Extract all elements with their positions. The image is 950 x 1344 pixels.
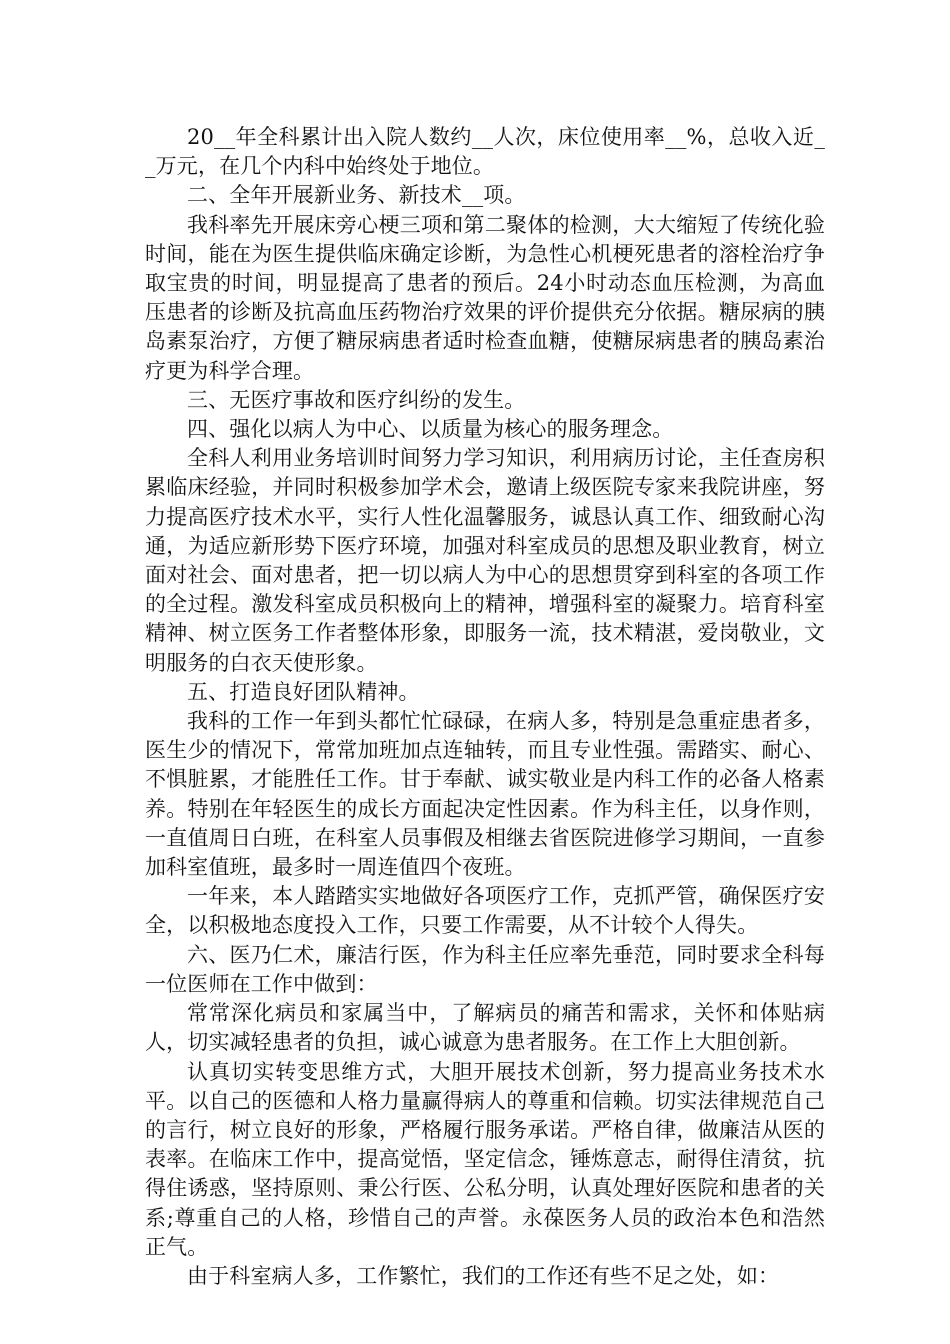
section-heading: 三、无医疗事故和医疗纠纷的发生。 — [187, 387, 526, 412]
section-heading: 四、强化以病人为中心、以质量为核心的服务理念。 — [187, 417, 674, 442]
paragraph: 由于科室病人多，工作繁忙，我们的工作还有些不足之处，如： — [187, 1263, 780, 1288]
document-page — [145, 123, 825, 1291]
paragraph: 常常深化病员和家属当中，了解病员的痛苦和需求，关怀和体贴病人，切实减轻患者的负担，诚心诚意为患者服务。在工作上大胆创新。 — [145, 1001, 825, 1055]
paragraph: 20__年全科累计出入院人数约__人次，床位使用率__%，总收入近__万元，在几个内科中始终处于地位。 — [145, 125, 825, 179]
paragraph: 一年来，本人踏踏实实地做好各项医疗工作，克抓严管，确保医疗安全，以积极地态度投入工作，只要工作需要，从不计较个人得失。 — [145, 884, 825, 938]
paragraph: 认真切实转变思维方式，大胆开展技术创新，努力提高业务技术水平。以自己的医德和人格力量赢得病人的尊重和信赖。切实法律规范自己的言行，树立良好的形象，严格履行服务承诺。严格自律，做廉洁从医的表率。在临床工作中，提高觉悟，坚定信念，锤炼意志，耐得住清贫，抗得住诱惑，坚持原则、秉公行医、公私分明，认真处理好医院和患者的关系;尊重自己的人格，珍惜自己的声誉。永葆医务人员的政治本色和浩然正气。 — [145, 1059, 825, 1259]
paragraph: 我科率先开展床旁心梗三项和第二聚体的检测，大大缩短了传统化验时间，能在为医生提供临床确定诊断，为急性心机梗死患者的溶栓治疗争取宝贵的时间，明显提高了患者的预后。24小时动态血压检测，为高血压患者的诊断及抗高血压药物治疗效果的评价提供充分依据。糖尿病的胰岛素泵治疗，方便了糖尿病患者适时检查血糖，使糖尿病患者的胰岛素治疗更为科学合理。 — [145, 212, 825, 383]
section-heading: 六、医乃仁术，廉洁行医，作为科主任应率先垂范，同时要求全科每一位医师在工作中做到： — [145, 942, 825, 996]
section-heading: 二、全年开展新业务、新技术__项。 — [187, 183, 526, 208]
paragraph: 我科的工作一年到头都忙忙碌碌，在病人多，特别是急重症患者多，医生少的情况下，常常加班加点连轴转，而且专业性强。需踏实、耐心、不惧脏累，才能胜任工作。甘于奉献、诚实敬业是内科工作的必备人格素养。特别在年轻医生的成长方面起决定性因素。作为科主任，以身作则，一直值周日白班，在科室人员事假及相继去省医院进修学习期间，一直参加科室值班，最多时一周连值四个夜班。 — [145, 709, 825, 880]
paragraph: 全科人利用业务培训时间努力学习知识，利用病历讨论，主任查房积累临床经验，并同时积极参加学术会，邀请上级医院专家来我院讲座，努力提高医疗技术水平，实行人性化温馨服务，诚恳认真工作、细致耐心沟通，为适应新形势下医疗环境，加强对科室成员的思想及职业教育，树立面对社会、面对患者，把一切以病人为中心的思想贯穿到科室的各项工作的全过程。激发科室成员积极向上的精神，增强科室的凝聚力。培育科室精神、树立医务工作者整体形象，即服务一流，技术精湛，爱岗敬业，文明服务的白衣天使形象。 — [145, 446, 825, 675]
section-heading: 五、打造良好团队精神。 — [187, 679, 420, 704]
